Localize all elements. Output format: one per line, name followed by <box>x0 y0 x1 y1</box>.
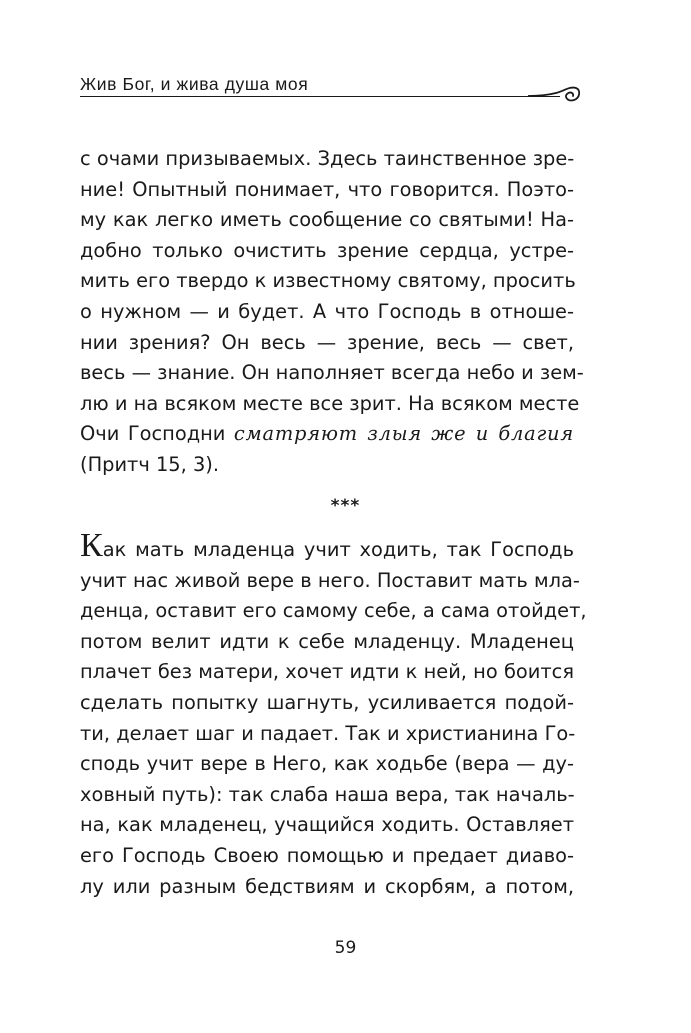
text-line: на, как младенец, учащийся ходить. Оставляет <box>80 813 574 837</box>
text-line: с очами призываемых. Здесь таинственное зре- <box>80 147 575 170</box>
running-title: Жив Бог, и жива душа моя <box>80 74 309 94</box>
text-line: учит нас живой вере в него. Поставит мать мла- <box>80 568 580 592</box>
text-line-start: Очи Господни <box>80 422 234 446</box>
page-number: 59 <box>334 938 357 958</box>
text-line: нии зрения? Он весь — зрение, весь — свет, <box>80 330 574 354</box>
text-line: му как легко иметь сообщение со святыми! На- <box>80 208 574 232</box>
text-line-reference: (Притч 15, 3). <box>80 452 220 476</box>
text-line: денца, оставит его самому себе, а сама отойдет, <box>80 599 587 623</box>
header-rule <box>80 96 560 97</box>
paragraph-continued <box>80 144 584 481</box>
paragraph-new <box>80 527 587 902</box>
text-line: сделать попытку шагнуть, усиливается подой- <box>80 690 574 714</box>
text-line: мить его твердо к известному святому, просить <box>80 269 576 293</box>
text-line: плачет без матери, хочет идти к ней, но боится <box>80 660 574 684</box>
text-line: ние! Опытный понимает, что говорится. Поэто- <box>80 177 574 201</box>
text-line: лу или разным бедствиям и скорбям, а потом, <box>80 874 574 898</box>
text-line-with-quote <box>80 419 574 450</box>
first-line-text: ак мать младенца учит ходить, так Господь <box>102 538 574 561</box>
text-line: ти, делает шаг и падает. Так и христианина Го- <box>80 721 576 745</box>
text-line: весь — знание. Он наполняет всегда небо и зем- <box>80 361 584 385</box>
text-line: лю и на всяком месте все зрит. На всяком месте <box>80 391 580 415</box>
initial-letter: К <box>80 527 103 564</box>
scripture-quote: сматряют злыя же и благия <box>233 422 574 446</box>
running-header <box>80 72 578 112</box>
text-line: его Господь Своею помощью и предает диаво- <box>80 843 574 867</box>
section-separator: *** <box>330 496 361 516</box>
text-line: о нужном — и будет. А что Господь в отноше- <box>80 299 574 323</box>
text-line: добно только очистить зрение сердца, устре- <box>80 238 574 262</box>
text-line: потом велит идти к себе младенцу. Младенец <box>80 629 574 653</box>
text-line: ховный путь): так слаба наша вера, так началь- <box>80 782 575 806</box>
text-line-first <box>80 527 574 566</box>
text-line: сподь учит вере в Него, как ходьбе (вера — ду- <box>80 752 574 776</box>
flourish-ornament-icon <box>528 80 580 110</box>
